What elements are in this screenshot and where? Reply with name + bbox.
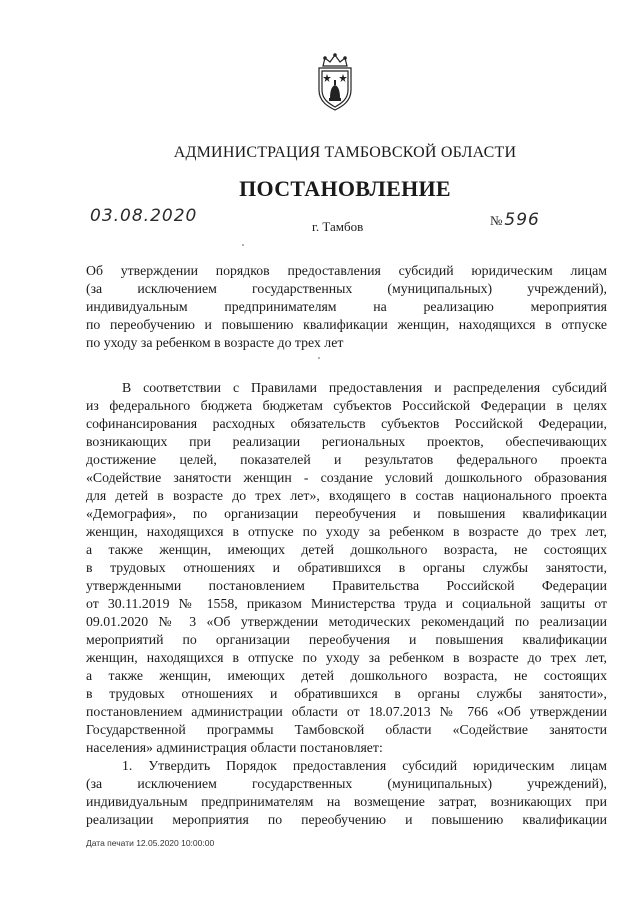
body-line: «Демография», по организации переобучения и повышения квалификации	[86, 506, 607, 521]
body-line: утвержденными постановлением Правительства Российской Федерации	[86, 578, 607, 593]
body-line: для детей в возрасте до трех лет», входящего в состав национального проекта	[86, 488, 607, 503]
body-line: возникающих при реализации региональных проектов, обеспечивающих	[86, 434, 607, 449]
body-line: мероприятий по организации переобучения и повышения квалификации	[86, 632, 607, 647]
body-line: 09.01.2020 № 3 «Об утверждении методических рекомендаций по реализации	[86, 614, 607, 629]
number-sign: №	[490, 213, 503, 228]
organization-name: АДМИНИСТРАЦИЯ ТАМБОВСКОЙ ОБЛАСТИ	[173, 144, 517, 161]
subject-line: (за исключением государственных (муниципальных) учреждений),	[86, 281, 607, 296]
body-line: а также женщин, имеющих детей дошкольного возраста, не состоящих	[86, 542, 607, 557]
body-line: индивидуальным предпринимателям на возмещение затрат, возникающих при	[86, 794, 607, 809]
document-type-title: ПОСТАНОВЛЕНИЕ	[239, 176, 451, 201]
document-number	[490, 210, 540, 230]
body-line: от 30.11.2019 № 1558, приказом Министерства труда и социальной защиты от	[86, 596, 607, 611]
body-line: в трудовых отношениях и обратившихся в органы службы занятости»,	[86, 686, 607, 701]
scan-speck	[242, 244, 244, 246]
handwritten-number: 596	[504, 210, 540, 230]
subject-block	[86, 262, 607, 352]
body-line: 1. Утвердить Порядок предоставления субсидий юридическим лицам	[122, 758, 607, 773]
coat-of-arms-emblem	[313, 52, 357, 112]
scan-speck	[318, 357, 320, 359]
body-line: Государственной программы Тамбовской области «Содействие занятости	[86, 722, 607, 737]
body-line: «Содействие занятости женщин - создание условий дошкольного образования	[86, 470, 607, 485]
subject-line: по уходу за ребенком в возрасте до трех лет	[86, 335, 344, 350]
body-line: В соответствии с Правилами предоставления и распределения субсидий	[122, 380, 607, 395]
body-line: женщин, находящихся в отпуске по уходу за ребенком в возрасте до трех лет,	[86, 524, 607, 539]
body-line: а также женщин, имеющих детей дошкольного возраста, не состоящих	[86, 668, 607, 683]
body-line: женщин, находящихся в отпуске по уходу за ребенком в возрасте до трех лет,	[86, 650, 607, 665]
body-line: постановлением администрации области от 18.07.2013 № 766 «Об утверждении	[86, 704, 607, 719]
body-line: в трудовых отношениях и обратившихся в органы службы занятости,	[86, 560, 607, 575]
body-paragraph-1	[86, 379, 607, 757]
body-line: из федерального бюджета бюджетам субъектов Российской Федерации в целях	[86, 398, 607, 413]
body-line: реализации мероприятия по переобучению и повышению квалификации	[86, 812, 607, 827]
city-label: г. Тамбов	[312, 219, 364, 234]
print-date-footer: Дата печати 12.05.2020 10:00:00	[86, 838, 215, 848]
body-line: (за исключением государственных (муниципальных) учреждений),	[86, 776, 607, 791]
body-line: достижение целей, показателей и результатов федерального проекта	[86, 452, 607, 467]
body-line: населения» администрация области постановляет:	[86, 740, 383, 755]
subject-line: индивидуальным предпринимателям на реализацию мероприятия	[86, 299, 607, 314]
body-paragraph-2	[86, 757, 607, 829]
body-line: софинансирования расходных обязательств субъектов Российской Федерации,	[86, 416, 607, 431]
subject-line: по переобучению и повышению квалификации женщин, находящихся в отпуске	[86, 317, 607, 332]
handwritten-date: 03.08.2020	[90, 206, 198, 226]
subject-line: Об утверждении порядков предоставления субсидий юридическим лицам	[86, 263, 607, 278]
